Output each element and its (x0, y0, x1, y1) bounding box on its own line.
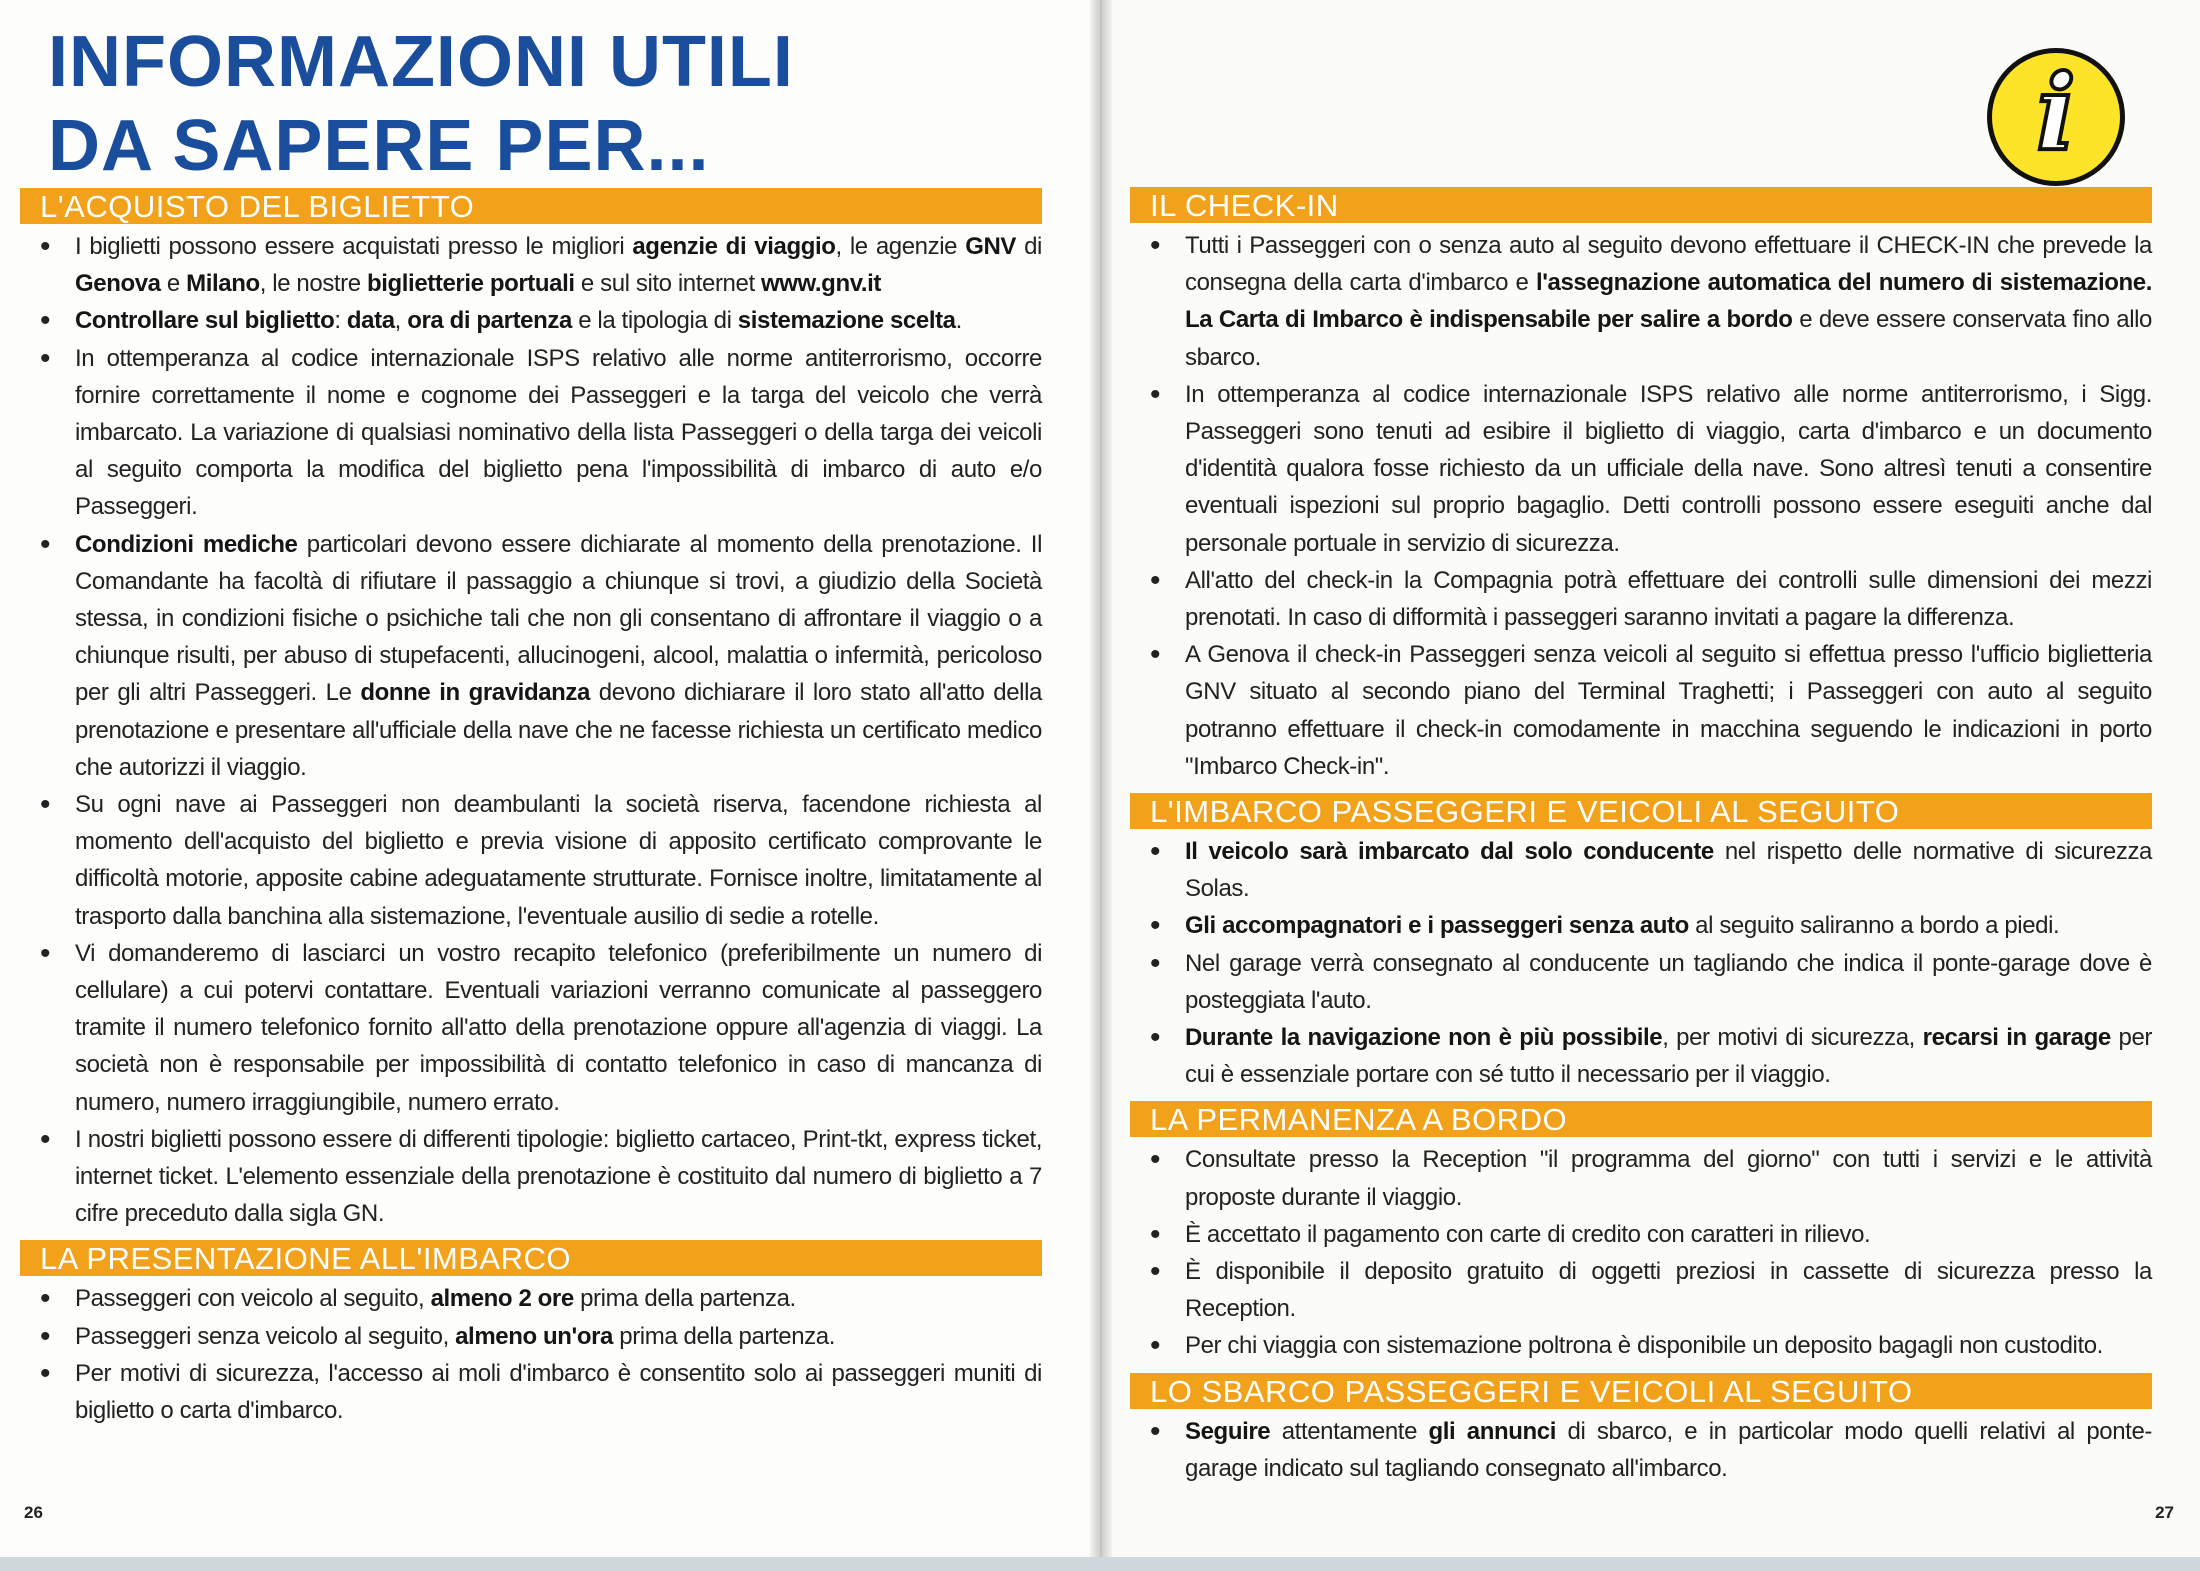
list-item (20, 340, 1042, 526)
page-number: 27 (2155, 1503, 2174, 1522)
text-run: Tutti i Passeggeri con o senza auto al seguito devono effettuare il CHECK-IN che prevede la consegna della carta d'imbarco e (1185, 232, 2152, 297)
text-run: , per motivi di sicurezza, (1662, 1024, 1923, 1052)
right-page (1102, 0, 2200, 1571)
section-heading-lo-sbarco-passeggeri-e-veicoli-al-seguito: LO SBARCO PASSEGGERI E VEICOLI AL SEGUITO (1130, 1373, 2152, 1409)
text-run: devono dichiarare il loro stato all'atto della prenotazione e presentare all'ufficiale della nave che ne facesse richiesta un certificato medico che autorizzi il viaggio. (75, 679, 1042, 781)
list-item (20, 935, 1042, 1121)
bottom-edge (0, 1557, 2200, 1571)
list-item (1130, 1019, 2152, 1093)
text-run: al seguito saliranno a bordo a piedi. (1688, 912, 2060, 940)
text-run: I nostri biglietti possono essere di differenti tipologie: biglietto cartaceo, Print-tkt, express ticket, internet ticket. L'elemento essenziale della prenotazione è costituito dal numero di biglietto a 7 cifre preceduto dalla sigla GN. (75, 1125, 1042, 1228)
text-run: di sbarco, e in particolar modo quelli relativi al ponte-garage indicato sul tagliando consegnato all'imbarco. (1185, 1417, 2152, 1482)
list-item (20, 1318, 1042, 1355)
text-run: All'atto del check-in la Compagnia potrà effettuare dei controlli sulle dimensioni dei mezzi prenotati. In caso di difformità i passeggeri saranno invitati a pagare la differenza. (1185, 566, 2152, 632)
text-run: prima della partenza. (612, 1322, 835, 1350)
text-run: È disponibile il deposito gratuito di oggetti preziosi in cassette di sicurezza presso la Reception. (1185, 1258, 2152, 1323)
list-item (20, 1280, 1042, 1317)
list-item (1130, 227, 2152, 376)
page-gutter (1090, 0, 1112, 1571)
text-run: attentamente (1270, 1417, 1429, 1445)
text-run: per cui è essenziale portare con sé tutto il necessario per il viaggio. (1185, 1024, 2152, 1089)
bold-text: gli annunci (1428, 1417, 1557, 1445)
text-run: , (394, 307, 408, 335)
bullet-list (1130, 1413, 2152, 1487)
text-run: e deve essere conservata fino allo sbarco. (1185, 306, 2153, 371)
text-run: prima della partenza. (573, 1285, 796, 1313)
page-title: INFORMAZIONI UTILI DA SAPERE PER... (48, 22, 794, 186)
list-item (1130, 562, 2152, 636)
bold-text: almeno un'ora (455, 1322, 613, 1350)
section-heading-l-acquisto-del-biglietto: L'ACQUISTO DEL BIGLIETTO (20, 188, 1042, 224)
list-item (1130, 1327, 2152, 1364)
text-run: particolari devono essere dichiarate al momento della prenotazione. Il Comandante ha facoltà di rifiutare il passaggio a chiunque si trovi, a giudizio della Società stessa, in condizioni fisiche o psichiche tali che non gli consentano di affrontare il viaggio o a chiunque risulti, per abuso di stupefacenti, allucinogeni, alcool, malattia o infermità, pericoloso per gli altri Passeggeri. Le (75, 530, 1042, 707)
bold-text: ora di partenza (407, 307, 572, 335)
text-run: e la tipologia di (571, 307, 738, 335)
list-item (1130, 1413, 2152, 1487)
list-item (1130, 376, 2152, 562)
bold-text: Condizioni mediche (75, 530, 298, 558)
list-item (1130, 1141, 2152, 1215)
info-icon (1987, 48, 2125, 186)
bold-text: recarsi in garage (1922, 1024, 2111, 1052)
list-item (20, 786, 1042, 935)
info-icon-glyph: i (2036, 51, 2076, 174)
list-item (20, 228, 1042, 302)
text-run: Passeggeri con veicolo al seguito, (75, 1285, 431, 1313)
bold-text: www.gnv.it (761, 270, 881, 298)
section-heading-la-presentazione-all-imbarco: LA PRESENTAZIONE ALL'IMBARCO (20, 1240, 1042, 1276)
list-item (1130, 907, 2152, 944)
text-run: Passeggeri senza veicolo al seguito, (75, 1322, 456, 1350)
text-run: Per chi viaggia con sistemazione poltrona è disponibile un deposito bagagli non custodito. (1185, 1332, 2103, 1360)
section-heading-il-check-in: IL CHECK-IN (1130, 187, 2152, 223)
bold-text: agenzie di viaggio (632, 233, 836, 260)
list-item (20, 1121, 1042, 1233)
text-run: di (1016, 233, 1042, 260)
bold-text: Milano (186, 270, 260, 298)
list-item (1130, 1216, 2152, 1253)
list-item (1130, 1253, 2152, 1327)
bold-text: GNV (965, 233, 1017, 260)
bold-text: data (346, 307, 395, 335)
list-item (20, 1355, 1042, 1429)
left-page (0, 0, 1098, 1571)
text-run: : (334, 307, 347, 335)
section-heading-l-imbarco-passeggeri-e-veicoli-al-seguito: L'IMBARCO PASSEGGERI E VEICOLI AL SEGUITO (1130, 793, 2152, 829)
text-run: È accettato il pagamento con carte di credito con caratteri in rilievo. (1185, 1220, 1871, 1248)
text-run: nel rispetto delle normative di sicurezza Solas. (1185, 838, 2152, 903)
list-item (20, 526, 1042, 786)
text-run: , le agenzie (835, 233, 966, 260)
page-number: 26 (24, 1503, 43, 1522)
right-column (1130, 187, 2152, 1495)
bold-text: donne in gravidanza (360, 679, 590, 707)
bullet-list (1130, 227, 2152, 785)
list-item (1130, 636, 2152, 785)
bold-text: Durante la navigazione non è più possibile (1185, 1024, 1663, 1052)
bold-text: Genova (75, 270, 161, 298)
left-column (20, 188, 1042, 1437)
bold-text: l'assegnazione automatica del numero di sistemazione. La Carta di Imbarco è indispensabile per salire a bordo (1185, 269, 2152, 334)
bold-text: Gli accompagnatori e i passeggeri senza auto (1185, 912, 1689, 940)
text-run: In ottemperanza al codice internazionale ISPS relativo alle norme antiterrorismo, i Sigg. Passeggeri sono tenuti ad esibire il biglietto di viaggio, carta d'imbarco e un documento d'identità qualora fosse richiesto da un ufficiale della nave. Sono altresì tenuti a consentire eventuali ispezioni sul proprio bagaglio. Detti controlli possono essere eseguiti anche dal personale portuale in servizio di sicurezza. (1185, 380, 2152, 557)
text-run: I biglietti possono essere acquistati presso le migliori (75, 233, 633, 260)
list-item (1130, 945, 2152, 1019)
text-run: A Genova il check-in Passeggeri senza veicoli al seguito si effettua presso l'ufficio biglietteria GNV situato al secondo piano del Terminal Traghetti; i Passeggeri con auto al seguito potranno effettuare il check-in comodamente in macchina seguendo le indicazioni in porto "Imbarco Check-in". (1185, 641, 2152, 780)
bullet-list (1130, 1141, 2152, 1364)
bold-text: Seguire (1185, 1417, 1271, 1445)
bullet-list (1130, 833, 2152, 1093)
bold-text: Il veicolo sarà imbarcato dal solo conducente (1185, 838, 1714, 866)
section-heading-la-permanenza-a-bordo: LA PERMANENZA A BORDO (1130, 1101, 2152, 1137)
text-run: Vi domanderemo di lasciarci un vostro recapito telefonico (preferibilmente un numero di cellulare) a cui potervi contattare. Eventuali variazioni verranno comunicate al passeggero tramite il numero telefonico fornito all'atto della prenotazione oppure all'agenzia di viaggi. La società non è responsabile per impossibilità di contatto telefonico in caso di mancanza di numero, numero irraggiungibile, numero errato. (75, 939, 1042, 1116)
bold-text: biglietterie portuali (367, 270, 575, 298)
bold-text: Controllare sul biglietto (75, 307, 335, 335)
bullet-list (20, 1280, 1042, 1429)
list-item (20, 302, 1042, 339)
text-run: Consultate presso la Reception "il programma del giorno" con tutti i servizi e le attività proposte durante il viaggio. (1185, 1146, 2152, 1211)
text-run: , le nostre (259, 270, 367, 298)
text-run: Nel garage verrà consegnato al conducente un tagliando che indica il ponte-garage dove è posteggiata l'auto. (1185, 949, 2152, 1014)
text-run: In ottemperanza al codice internazionale ISPS relativo alle norme antiterrorismo, occorre fornire correttamente il nome e cognome dei Passeggeri e la targa del veicolo che verrà imbarcato. La variazione di qualsiasi nominativo della lista Passeggeri o della targa dei veicoli al seguito comporta la modifica del biglietto pena l'impossibilità di imbarco di auto e/o Passeggeri. (75, 344, 1042, 521)
bullet-list (20, 228, 1042, 1232)
bold-text: almeno 2 ore (430, 1285, 574, 1313)
bold-text: sistemazione scelta (737, 307, 956, 335)
text-run: . (955, 307, 962, 335)
text-run: Per motivi di sicurezza, l'accesso ai moli d'imbarco è consentito solo ai passeggeri muniti di biglietto o carta d'imbarco. (75, 1359, 1042, 1425)
list-item (1130, 833, 2152, 907)
text-run: e (160, 270, 187, 298)
text-run: Su ogni nave ai Passeggeri non deambulanti la società riserva, facendone richiesta al momento dell'acquisto del biglietto e previa visione di apposito certificato comprovante le difficoltà motorie, apposite cabine adeguatamente strutturate. Fornisce inoltre, limitatamente al trasporto dalla banchina alla sistemazione, l'eventuale ausilio di sedie a rotelle. (75, 791, 1042, 930)
text-run: e sul sito internet (574, 270, 761, 298)
